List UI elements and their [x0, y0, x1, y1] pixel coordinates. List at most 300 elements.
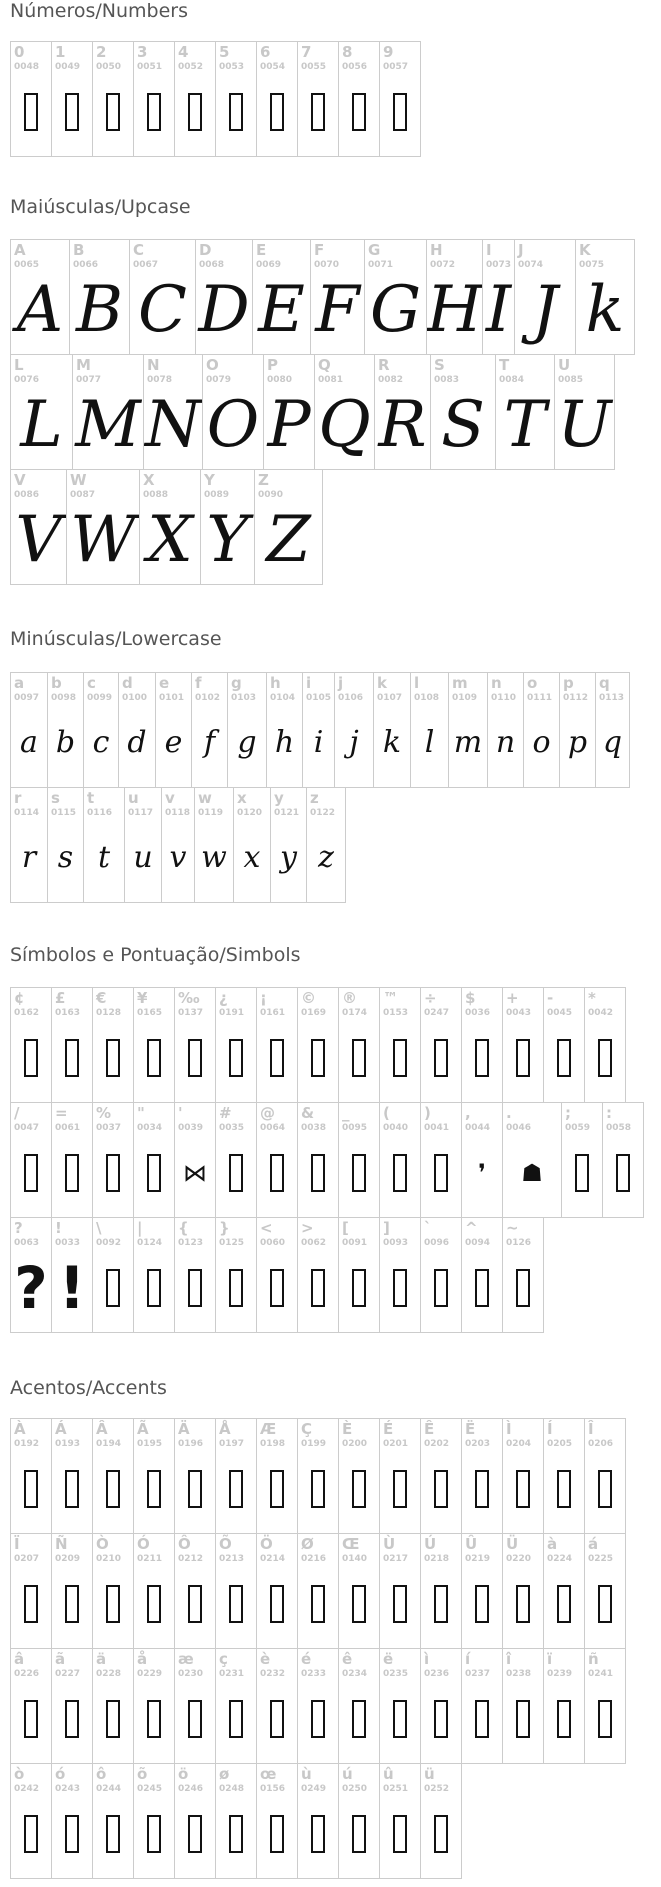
- char-code: 0251: [383, 1784, 409, 1794]
- char-label: ë: [383, 1650, 394, 1668]
- char-label: É: [383, 1420, 394, 1438]
- char-label: >: [301, 1219, 314, 1237]
- glyph-sample: N: [145, 388, 201, 462]
- char-code: 0052: [178, 62, 204, 72]
- glyph-row: [10, 1102, 643, 1218]
- glyph-cell: [561, 1102, 603, 1218]
- missing-glyph-box: [257, 1133, 297, 1213]
- char-code: 0210: [96, 1554, 122, 1564]
- char-label: <: [260, 1219, 273, 1237]
- char-label: Á: [55, 1420, 67, 1438]
- glyph-cell: [92, 41, 134, 157]
- char-label: Ö: [260, 1535, 273, 1553]
- missing-glyph-box: [52, 1133, 92, 1213]
- glyph-sample: z: [318, 840, 334, 875]
- missing-glyph-box: [339, 1449, 379, 1529]
- missing-glyph-box: [175, 1248, 215, 1328]
- glyph-cell: [215, 41, 257, 157]
- char-label: (: [383, 1104, 390, 1122]
- char-label: ã: [55, 1650, 66, 1668]
- char-label: Õ: [219, 1535, 232, 1553]
- char-label: x: [237, 789, 247, 807]
- missing-glyph-box: [175, 1018, 215, 1098]
- char-label: ¡: [260, 989, 267, 1007]
- missing-glyph-box: [380, 1449, 420, 1529]
- missing-glyph-box: [298, 1018, 338, 1098]
- char-code: 0086: [14, 490, 40, 500]
- glyph-cell: [379, 1763, 421, 1879]
- char-code: 0205: [547, 1439, 573, 1449]
- glyph-cell: [297, 1418, 339, 1534]
- missing-glyph-box: [503, 1679, 543, 1759]
- missing-glyph-box: [298, 1794, 338, 1874]
- char-label: Z: [258, 471, 269, 489]
- char-label: w: [198, 789, 212, 807]
- char-label: .: [506, 1104, 512, 1122]
- char-code: 0104: [270, 693, 296, 703]
- char-code: 0117: [128, 808, 154, 818]
- char-code: 0078: [147, 375, 173, 385]
- missing-glyph-box: [544, 1564, 584, 1644]
- char-code: 0084: [499, 375, 525, 385]
- missing-glyph-box: [134, 1018, 174, 1098]
- char-label: k: [377, 674, 387, 692]
- char-label: W: [70, 471, 87, 489]
- char-code: 0112: [563, 693, 589, 703]
- glyph-cell: [256, 1648, 298, 1764]
- char-label: ô: [96, 1765, 107, 1783]
- missing-glyph-box: [216, 1133, 256, 1213]
- char-label: 0: [14, 43, 25, 61]
- missing-glyph-box: [93, 1449, 133, 1529]
- char-code: 0229: [137, 1669, 163, 1679]
- glyph-sample: s: [57, 840, 74, 875]
- missing-glyph-box: [11, 1133, 51, 1213]
- section-title-simbolos-e-pontuacao-simbols: Símbolos e Pontuação/Simbols: [10, 944, 301, 966]
- char-code: 0062: [301, 1238, 327, 1248]
- char-label: r: [14, 789, 22, 807]
- glyph-sample: n: [495, 725, 516, 760]
- glyph-cell: [543, 1418, 585, 1534]
- char-code: 0053: [219, 62, 245, 72]
- char-label: ~: [506, 1219, 519, 1237]
- glyph-cell: [256, 1217, 298, 1333]
- missing-glyph-box: [585, 1449, 625, 1529]
- glyph-cell: [139, 469, 201, 585]
- char-code: 0111: [527, 693, 553, 703]
- glyph-cell: [155, 672, 192, 788]
- char-label: Ä: [178, 1420, 190, 1438]
- glyph-cell: [379, 1217, 421, 1333]
- glyph-cell: [10, 1648, 52, 1764]
- glyph-sample: A: [16, 273, 64, 347]
- char-label: ]: [383, 1219, 390, 1237]
- glyph-sample: w: [201, 840, 227, 875]
- char-code: 0213: [219, 1554, 245, 1564]
- glyph-cell: [502, 1648, 544, 1764]
- char-code: 0198: [260, 1439, 286, 1449]
- glyph-cell: [215, 1418, 257, 1534]
- char-label: M: [76, 356, 91, 374]
- char-code: 0248: [219, 1784, 245, 1794]
- missing-glyph-box: [339, 1133, 379, 1213]
- glyph-row: [10, 987, 643, 1103]
- char-code: 0195: [137, 1439, 163, 1449]
- missing-glyph-box: [93, 1564, 133, 1644]
- char-code: 0096: [424, 1238, 450, 1248]
- missing-glyph-box: [462, 1018, 502, 1098]
- char-code: 0055: [301, 62, 327, 72]
- char-label: \: [96, 1219, 102, 1237]
- glyph-cell: [379, 1418, 421, 1534]
- glyph-sample: ☗: [521, 1159, 543, 1187]
- missing-glyph-box: [603, 1133, 643, 1213]
- glyph-cell: [174, 1217, 216, 1333]
- glyph-sample: i: [313, 725, 324, 760]
- char-label: á: [588, 1535, 599, 1553]
- char-code: 0156: [260, 1784, 286, 1794]
- missing-glyph-box: [257, 1018, 297, 1098]
- char-code: 0071: [368, 260, 394, 270]
- glyph-cell: [191, 672, 228, 788]
- char-label: à: [547, 1535, 558, 1553]
- glyph-cell: [118, 672, 156, 788]
- glyph-cell: [502, 1217, 544, 1333]
- char-code: 0040: [383, 1123, 409, 1133]
- glyph-cell: [554, 354, 615, 470]
- glyph-cell: [174, 1648, 216, 1764]
- char-code: 0228: [96, 1669, 122, 1679]
- char-code: 0124: [137, 1238, 163, 1248]
- glyph-cell: [51, 987, 93, 1103]
- char-code: 0214: [260, 1554, 286, 1564]
- char-code: 0037: [96, 1123, 122, 1133]
- char-label: ¢: [14, 989, 25, 1007]
- glyph-cell: [379, 987, 421, 1103]
- glyph-cell: [10, 987, 52, 1103]
- char-label: Í: [547, 1420, 553, 1438]
- glyph-cell: [83, 672, 119, 788]
- missing-glyph-box: [52, 1449, 92, 1529]
- char-label: f: [195, 674, 202, 692]
- glyph-sample: d: [127, 725, 147, 760]
- char-code: 0114: [14, 808, 40, 818]
- glyph-cell: [461, 987, 503, 1103]
- char-label: G: [368, 241, 381, 259]
- char-code: 0224: [547, 1554, 573, 1564]
- missing-glyph-box: [503, 1018, 543, 1098]
- glyph-sample: G: [369, 273, 422, 347]
- missing-glyph-box: [421, 1248, 461, 1328]
- glyph-cell: [129, 239, 196, 355]
- glyph-cell: [200, 469, 255, 585]
- glyph-cell: [10, 41, 52, 157]
- char-code: 0090: [258, 490, 284, 500]
- glyph-row: [10, 1533, 625, 1649]
- missing-glyph-box: [134, 72, 174, 152]
- char-code: 0075: [579, 260, 605, 270]
- glyph-cell: [215, 987, 257, 1103]
- glyph-sample: b: [55, 725, 76, 760]
- missing-glyph-box: [52, 1794, 92, 1874]
- glyph-cell: [202, 354, 264, 470]
- char-label: Î: [588, 1420, 594, 1438]
- char-label: l: [414, 674, 420, 692]
- glyph-cell: [302, 672, 335, 788]
- char-label: ;: [565, 1104, 571, 1122]
- char-label: }: [219, 1219, 230, 1237]
- char-code: 0161: [260, 1008, 286, 1018]
- glyph-cell: [10, 1217, 52, 1333]
- glyph-cell: [92, 1418, 134, 1534]
- glyph-row: [10, 239, 634, 355]
- char-label: Ë: [465, 1420, 476, 1438]
- char-code: 0034: [137, 1123, 163, 1133]
- char-label: Ø: [301, 1535, 314, 1553]
- glyph-cell: [502, 1533, 544, 1649]
- missing-glyph-box: [134, 1248, 174, 1328]
- char-code: 0140: [342, 1554, 368, 1564]
- char-code: 0105: [306, 693, 332, 703]
- char-label: *: [588, 989, 596, 1007]
- glyph-row: [10, 469, 634, 585]
- char-code: 0080: [267, 375, 293, 385]
- char-code: 0045: [547, 1008, 573, 1018]
- missing-glyph-box: [134, 1564, 174, 1644]
- char-label: Ó: [137, 1535, 150, 1553]
- glyph-sample: h: [274, 725, 295, 760]
- glyph-row: [10, 787, 629, 903]
- glyph-sample: u: [133, 840, 153, 875]
- glyph-cell: [543, 987, 585, 1103]
- glyph-cell: [10, 354, 73, 470]
- char-code: 0234: [342, 1669, 368, 1679]
- missing-glyph-box: [93, 1679, 133, 1759]
- missing-glyph-box: [339, 1018, 379, 1098]
- missing-glyph-box: [544, 1018, 584, 1098]
- glyph-cell: [338, 41, 380, 157]
- char-label: Ù: [383, 1535, 396, 1553]
- char-code: 0058: [606, 1123, 632, 1133]
- missing-glyph-box: [52, 1564, 92, 1644]
- char-label: h: [270, 674, 281, 692]
- glyph-row: [10, 1217, 643, 1333]
- glyph-cell: [310, 239, 365, 355]
- glyph-sample: !: [58, 1254, 86, 1322]
- char-label: ö: [178, 1765, 189, 1783]
- glyph-cell: [420, 1418, 462, 1534]
- char-code: 0081: [318, 375, 344, 385]
- char-label: e: [159, 674, 170, 692]
- char-label: s: [51, 789, 60, 807]
- glyph-grid-minusculas-lowercase: [10, 672, 629, 903]
- char-label: p: [563, 674, 574, 692]
- char-label: ': [178, 1104, 183, 1122]
- char-label: ñ: [588, 1650, 599, 1668]
- glyph-cell: [502, 1102, 562, 1218]
- char-code: 0103: [231, 693, 257, 703]
- char-label: `: [424, 1219, 432, 1237]
- glyph-sample: X: [147, 503, 193, 577]
- char-label: ": [137, 1104, 145, 1122]
- glyph-cell: [92, 987, 134, 1103]
- char-code: 0241: [588, 1669, 614, 1679]
- glyph-grid-numeros-numbers: [10, 41, 420, 157]
- char-label: ê: [342, 1650, 353, 1668]
- char-label: U: [558, 356, 571, 374]
- glyph-cell: [51, 1648, 93, 1764]
- char-code: 0193: [55, 1439, 81, 1449]
- glyph-cell: [161, 787, 195, 903]
- char-code: 0219: [465, 1554, 491, 1564]
- char-code: 0201: [383, 1439, 409, 1449]
- char-code: 0203: [465, 1439, 491, 1449]
- char-code: 0235: [383, 1669, 409, 1679]
- missing-glyph-box: [257, 1449, 297, 1529]
- missing-glyph-box: [421, 1794, 461, 1874]
- char-label: Ñ: [55, 1535, 68, 1553]
- glyph-sample: O: [206, 388, 260, 462]
- glyph-sample: Z: [266, 503, 311, 577]
- char-code: 0163: [55, 1008, 81, 1018]
- glyph-sample: P: [267, 388, 311, 462]
- char-code: 0047: [14, 1123, 40, 1133]
- char-label: 3: [137, 43, 148, 61]
- missing-glyph-box: [93, 1794, 133, 1874]
- glyph-cell: [10, 1418, 52, 1534]
- glyph-sample: x: [243, 840, 261, 875]
- char-label: è: [260, 1650, 271, 1668]
- glyph-sample: M: [75, 388, 141, 462]
- char-code: 0057: [383, 62, 409, 72]
- glyph-sample: k: [585, 273, 625, 347]
- char-code: 0194: [96, 1439, 122, 1449]
- char-label: Ò: [96, 1535, 109, 1553]
- glyph-cell: [133, 987, 175, 1103]
- glyph-sample: y: [280, 840, 297, 875]
- char-label: :: [606, 1104, 612, 1122]
- char-code: 0101: [159, 693, 185, 703]
- glyph-cell: [51, 1217, 93, 1333]
- char-label: C: [133, 241, 145, 259]
- glyph-sample: p: [567, 725, 588, 760]
- char-code: 0098: [51, 693, 77, 703]
- char-label: ï: [547, 1650, 553, 1668]
- glyph-cell: [297, 987, 339, 1103]
- char-code: 0239: [547, 1669, 573, 1679]
- char-code: 0174: [342, 1008, 368, 1018]
- char-code: 0088: [143, 490, 169, 500]
- missing-glyph-box: [462, 1564, 502, 1644]
- char-code: 0066: [73, 260, 99, 270]
- missing-glyph-box: [339, 72, 379, 152]
- char-label: -: [547, 989, 554, 1007]
- glyph-cell: [338, 1418, 380, 1534]
- char-label: R: [378, 356, 390, 374]
- char-label: Ã: [137, 1420, 149, 1438]
- char-label: =: [55, 1104, 68, 1122]
- char-code: 0074: [518, 260, 544, 270]
- glyph-cell: [543, 1533, 585, 1649]
- missing-glyph-box: [380, 1133, 420, 1213]
- section-title-minusculas-lowercase: Minúsculas/Lowercase: [10, 628, 222, 650]
- glyph-cell: [584, 987, 626, 1103]
- glyph-cell: [379, 1533, 421, 1649]
- char-code: 0109: [452, 693, 478, 703]
- char-label: Q: [318, 356, 331, 374]
- char-code: 0073: [486, 260, 512, 270]
- glyph-cell: [174, 1418, 216, 1534]
- missing-glyph-box: [544, 1449, 584, 1529]
- char-code: 0060: [260, 1238, 286, 1248]
- char-code: 0041: [424, 1123, 450, 1133]
- char-code: 0121: [274, 808, 300, 818]
- char-label: 2: [96, 43, 107, 61]
- missing-glyph-box: [134, 1449, 174, 1529]
- glyph-cell: [254, 469, 323, 585]
- char-label: ®: [342, 989, 357, 1007]
- char-code: 0054: [260, 62, 286, 72]
- glyph-cell: [92, 1763, 134, 1879]
- char-label: 7: [301, 43, 312, 61]
- char-code: 0095: [342, 1123, 368, 1133]
- missing-glyph-box: [216, 1449, 256, 1529]
- char-label: €: [96, 989, 107, 1007]
- missing-glyph-box: [257, 1794, 297, 1874]
- glyph-row: [10, 672, 629, 788]
- char-label: #: [219, 1104, 232, 1122]
- char-code: 0237: [465, 1669, 491, 1679]
- missing-glyph-box: [298, 1679, 338, 1759]
- char-code: 0209: [55, 1554, 81, 1564]
- glyph-sample: F: [315, 273, 360, 347]
- glyph-sample: Q: [318, 388, 371, 462]
- char-code: 0218: [424, 1554, 450, 1564]
- glyph-cell: [227, 672, 267, 788]
- char-label: 9: [383, 43, 394, 61]
- missing-glyph-box: [298, 1564, 338, 1644]
- char-label: 8: [342, 43, 353, 61]
- char-code: 0236: [424, 1669, 450, 1679]
- char-label: ,: [465, 1104, 471, 1122]
- missing-glyph-box: [11, 1449, 51, 1529]
- glyph-cell: [487, 672, 524, 788]
- char-code: 0061: [55, 1123, 81, 1133]
- glyph-cell: [174, 41, 216, 157]
- char-label: E: [256, 241, 267, 259]
- glyph-cell: [256, 1763, 298, 1879]
- missing-glyph-box: [93, 1018, 133, 1098]
- char-label: ©: [301, 989, 316, 1007]
- glyph-sample: V: [15, 503, 62, 577]
- glyph-cell: [83, 787, 125, 903]
- glyph-cell: [410, 672, 449, 788]
- char-label: +: [506, 989, 519, 1007]
- char-label: Œ: [342, 1535, 360, 1553]
- missing-glyph-box: [175, 1794, 215, 1874]
- char-label: v: [165, 789, 175, 807]
- glyph-sample: D: [198, 273, 250, 347]
- glyph-cell: [514, 239, 576, 355]
- glyph-cell: [194, 787, 234, 903]
- char-code: 0091: [342, 1238, 368, 1248]
- char-code: 0044: [465, 1123, 491, 1133]
- char-code: 0206: [588, 1439, 614, 1449]
- missing-glyph-box: [380, 1679, 420, 1759]
- glyph-cell: [143, 354, 203, 470]
- char-label: n: [491, 674, 502, 692]
- char-label: Ô: [178, 1535, 191, 1553]
